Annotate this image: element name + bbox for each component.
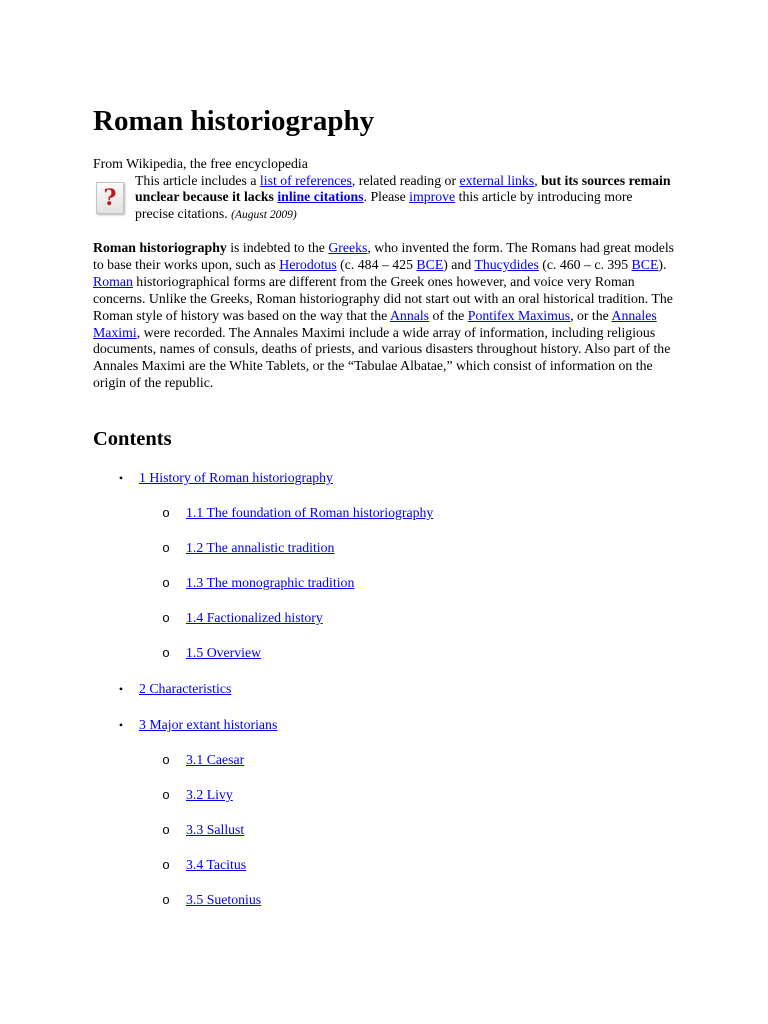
- toc-item-3-4: [162, 856, 247, 874]
- greeks-link[interactable]: Greeks: [328, 240, 368, 255]
- pontifex-maximus-link[interactable]: Pontifex Maximus: [467, 307, 571, 323]
- toc-link-3-4[interactable]: 3.4 Tacitus: [186, 857, 247, 872]
- toc-item-3: [118, 716, 278, 734]
- intro-text-4: ) and: [443, 256, 475, 272]
- page-title: Roman historiography: [93, 105, 375, 137]
- external-links-link[interactable]: external links: [459, 173, 535, 188]
- toc-link-1-3[interactable]: 1.3 The monographic tradition: [186, 575, 355, 590]
- intro-text-6: ).: [658, 256, 667, 272]
- intro-text-10: , were recorded. The Annales Maximi include a wide array of information, including religious documents, names of consuls, deaths of priests, and various disasters throughout history. Also part of the Annales Maximi are the White Tablets, or the “Tabulae Albatae,” which consist of information on the origin of the republic.: [93, 324, 671, 391]
- bce-link-1[interactable]: BCE: [416, 256, 444, 272]
- intro-paragraph: [93, 240, 683, 392]
- list-of-references-link[interactable]: list of references: [259, 173, 352, 188]
- toc-link-2[interactable]: 2 Characteristics: [139, 681, 232, 696]
- disc-bullet-icon: •: [118, 682, 124, 696]
- annals-link[interactable]: Annals: [389, 307, 430, 323]
- intro-text-8: of the: [429, 307, 468, 323]
- notice-text-2: , related reading or: [351, 173, 460, 188]
- toc-item-3-2: [162, 786, 233, 804]
- circle-bullet-icon: o: [162, 540, 170, 555]
- toc-item-1: [118, 469, 333, 487]
- toc-link-1-2[interactable]: 1.2 The annalistic tradition: [186, 540, 335, 555]
- toc-item-3-1: [162, 751, 245, 769]
- toc-item-3-3: [162, 821, 245, 839]
- circle-bullet-icon: o: [162, 505, 170, 520]
- circle-bullet-icon: o: [162, 892, 170, 907]
- toc-link-1-1[interactable]: 1.1 The foundation of Roman historiography: [186, 505, 434, 520]
- disc-bullet-icon: •: [118, 718, 124, 732]
- improve-link[interactable]: improve: [409, 189, 456, 205]
- roman-link[interactable]: Roman: [93, 273, 133, 289]
- circle-bullet-icon: o: [162, 752, 170, 767]
- circle-bullet-icon: o: [162, 645, 170, 660]
- bce-link-2[interactable]: BCE: [631, 256, 659, 272]
- intro-text-2: , who invented the form. The Romans had great models to base their works upon, such as: [93, 240, 675, 272]
- question-mark-icon: ?: [96, 182, 124, 214]
- intro-text-9: , or the: [570, 307, 612, 323]
- notice-text-5: this article by introducing more precise citations.: [135, 189, 633, 221]
- circle-bullet-icon: o: [162, 822, 170, 837]
- toc-link-3-5[interactable]: 3.5 Suetonius: [186, 892, 262, 907]
- toc-link-1-4[interactable]: 1.4 Factionalized history: [186, 610, 323, 625]
- circle-bullet-icon: o: [162, 787, 170, 802]
- notice-bold-1: but its sources remain unclear because it lacks: [135, 173, 671, 205]
- herodotus-link[interactable]: Herodotus: [279, 256, 337, 272]
- notice-text-1: This article includes a: [135, 173, 260, 188]
- toc-link-3-1[interactable]: 3.1 Caesar: [186, 752, 245, 767]
- intro-text-3: (c. 484 – 425: [336, 256, 417, 272]
- toc-link-1-5[interactable]: 1.5 Overview: [186, 645, 262, 660]
- circle-bullet-icon: o: [162, 575, 170, 590]
- toc-item-1-3: [162, 574, 355, 592]
- notice-text-3: ,: [534, 173, 542, 188]
- inline-citations-link[interactable]: inline citations: [277, 189, 364, 205]
- toc-item-1-4: [162, 609, 323, 627]
- toc-item-1-1: [162, 504, 434, 522]
- toc-item-1-5: [162, 644, 262, 662]
- toc-link-3-2[interactable]: 3.2 Livy: [186, 787, 233, 802]
- toc-item-1-2: [162, 539, 335, 557]
- toc-item-3-5: [162, 891, 262, 909]
- toc-item-2: [118, 680, 232, 698]
- notice-date: (August 2009): [231, 208, 297, 221]
- annales-maximi-link[interactable]: Annales Maximi: [93, 307, 657, 340]
- toc-link-3[interactable]: 3 Major extant historians: [139, 717, 278, 732]
- contents-heading: Contents: [93, 428, 172, 450]
- site-subtitle: From Wikipedia, the free encyclopedia: [93, 156, 308, 171]
- intro-text-1: is indebted to the: [226, 240, 329, 255]
- circle-bullet-icon: o: [162, 610, 170, 625]
- disc-bullet-icon: •: [118, 471, 124, 485]
- intro-text-5: (c. 460 – c. 395: [538, 256, 632, 272]
- intro-text-7: historiographical forms are different from the Greek ones however, and voice very Roman concerns. Unlike the Greeks, Roman historiography did not start out with an oral historical tradition. The Roman style of history was based on the way that the: [93, 273, 673, 323]
- thucydides-link[interactable]: Thucydides: [474, 256, 539, 272]
- intro-bold-term: Roman historiography: [93, 240, 227, 255]
- toc-link-3-3[interactable]: 3.3 Sallust: [186, 822, 245, 837]
- notice-text: [135, 173, 675, 223]
- circle-bullet-icon: o: [162, 857, 170, 872]
- toc-link-1[interactable]: 1 History of Roman historiography: [139, 470, 333, 485]
- notice-text-4: . Please: [363, 189, 410, 205]
